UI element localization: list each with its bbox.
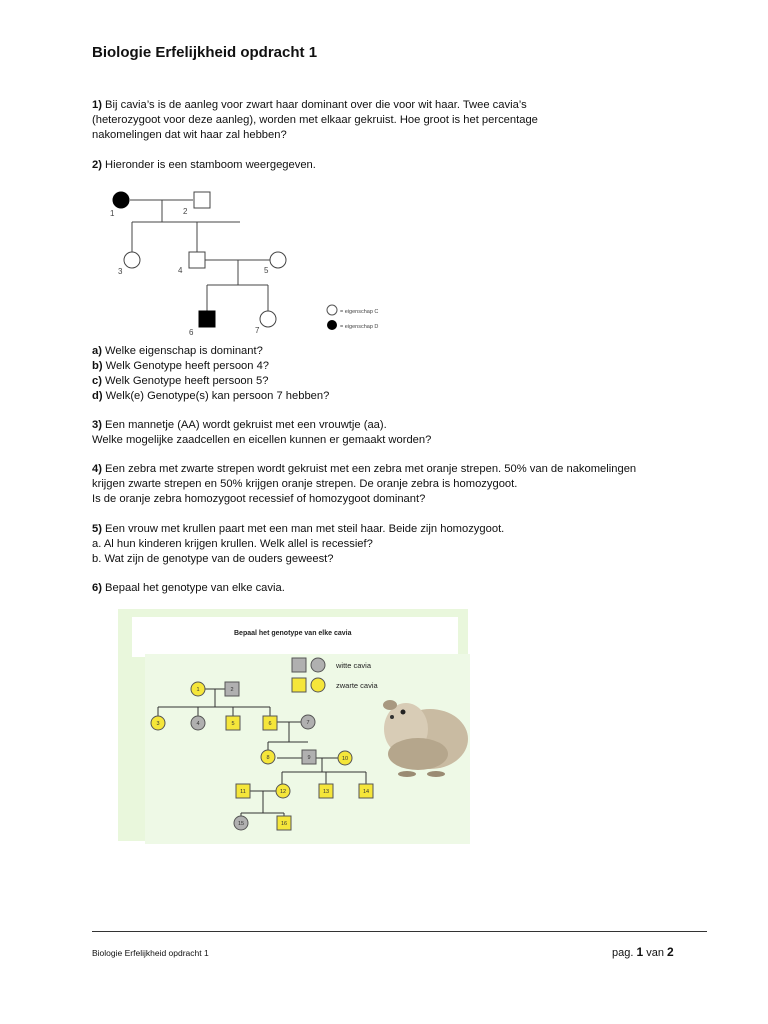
question-4: 4) Een zebra met zwarte strepen wordt gekruist met een zebra met oranje strepen. 50% van de nakomelingen krijgen zwarte strepen en 50% krijgen oranje strepen. De oranje zebra is homozygoot. Is de oranje zebra homozygoot recessief of homozygoot dominant? [92,463,637,505]
person-6-affected [199,311,215,327]
legend-c: = eigenschap C [340,309,379,315]
svg-text:10: 10 [341,756,349,762]
legend-filled-circle-icon [327,320,337,330]
person-7 [260,311,276,327]
question-5: 5) Een vrouw met krullen paart met een man met steil haar. Beide zijn homozygoot. a. Al hun kinderen krijgen krullen. Welk allel is recessief? b. Wat zijn de genotype van de ouders geweest? [92,523,505,565]
svg-text:2: 2 [230,687,234,693]
svg-text:15: 15 [237,821,245,827]
question-number: 2) [92,159,102,171]
label-3: 3 [118,267,123,276]
person-3 [124,252,140,268]
pedigree-diagram [100,185,400,340]
label-2: 2 [183,207,188,216]
cavia-pedigree-figure [118,609,478,854]
question-2-subquestions: a) Welke eigenschap is dominant? b) Welk Genotype heeft persoon 4? c) Welk Genotype heeft persoon 5? d) Welk(e) Genotype(s) kan persoon 7 hebben? [92,345,330,402]
label-7: 7 [255,326,260,335]
legend-white-square-icon [292,658,306,672]
label-1: 1 [110,209,115,218]
svg-text:1: 1 [196,687,200,693]
label-4: 4 [178,266,183,275]
person-4 [189,252,205,268]
svg-text:9: 9 [307,755,311,761]
question-number: 1) [92,99,102,111]
legend-black: zwarte cavia [336,681,378,690]
svg-text:6: 6 [268,721,272,727]
question-1: 1) Bij cavia’s is de aanleg voor zwart haar dominant over die voor wit haar. Twee cavia’s (heterozygoot voor deze aanleg), worden met elkaar gekruist. Hoe groot is het percentage nakomelingen dat wit haar zal hebben? [92,99,538,141]
svg-text:14: 14 [362,789,370,795]
person-2 [194,192,210,208]
svg-text:4: 4 [196,721,200,727]
question-3: 3) Een mannetje (AA) wordt gekruist met een vrouwtje (aa). Welke mogelijke zaadcellen en eicellen kunnen er gemaakt worden? [92,419,432,446]
footer-divider [92,931,707,932]
legend-black-square-icon [292,678,306,692]
legend-white-circle-icon [311,658,325,672]
svg-text:7: 7 [306,720,310,726]
figure-title-panel [132,617,458,657]
svg-text:13: 13 [322,789,330,795]
svg-text:11: 11 [240,789,246,795]
svg-text:16: 16 [280,821,288,827]
label-5: 5 [264,266,269,275]
svg-text:3: 3 [156,721,160,727]
person-5 [270,252,286,268]
figure-title: Bepaal het genotype van elke cavia [234,630,352,637]
page-title: Biologie Erfelijkheid opdracht 1 [92,44,318,61]
svg-text:8: 8 [266,755,270,761]
legend-black-circle-icon [311,678,325,692]
legend-open-circle-icon [327,305,337,315]
legend-white: witte cavia [336,661,372,670]
svg-text:5: 5 [231,721,235,727]
question-2: 2) Hieronder is een stamboom weergegeven. [92,159,316,171]
person-1-affected [113,192,129,208]
page-number: pag. 1 van 2 [612,945,674,959]
legend-d: = eigenschap D [340,324,379,330]
question-6: 6) Bepaal het genotype van elke cavia. [92,582,285,594]
svg-text:12: 12 [279,789,287,795]
label-6: 6 [189,328,194,337]
footer-title: Biologie Erfelijkheid opdracht 1 [92,948,209,958]
